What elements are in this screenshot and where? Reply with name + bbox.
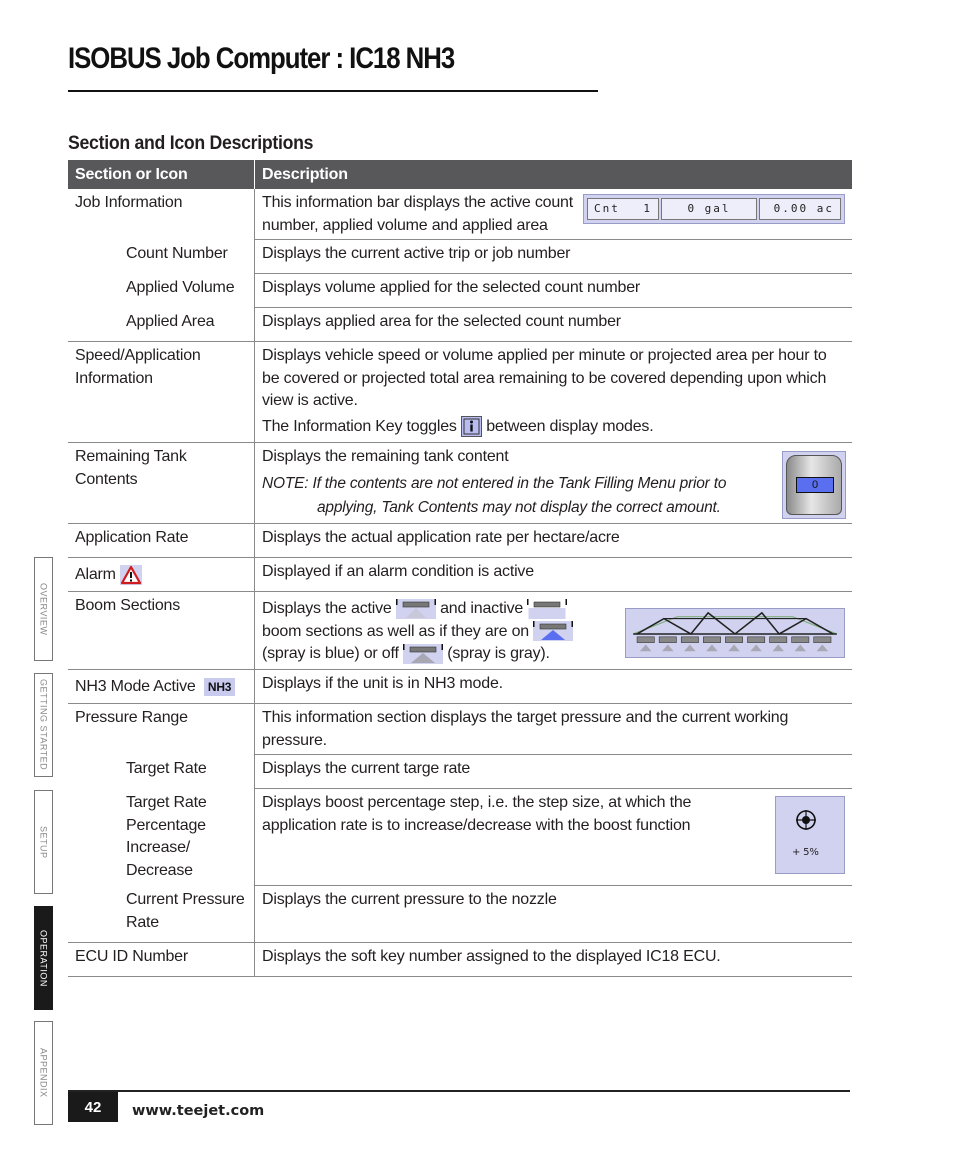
row-label: Target Rate Percentage Increase/ Decrease bbox=[68, 789, 255, 886]
side-tab-overview[interactable]: OVERVIEW bbox=[34, 557, 53, 661]
active-boom-section-icon bbox=[396, 599, 436, 619]
nh3-mode-icon: NH3 bbox=[204, 678, 235, 696]
table-row bbox=[68, 670, 852, 704]
table-row bbox=[68, 789, 852, 886]
row-desc: Displays the current targe rate bbox=[262, 760, 471, 777]
boom-section-on-icon bbox=[533, 621, 573, 641]
row-label: Speed/Application Information bbox=[68, 342, 255, 442]
row-label: Alarm bbox=[68, 558, 255, 591]
website-link[interactable]: www.teejet.com bbox=[132, 1103, 265, 1119]
row-label: Count Number bbox=[68, 240, 255, 274]
boost-target-icon bbox=[795, 809, 817, 831]
boom-icon bbox=[625, 608, 845, 658]
row-desc: Displayed if an alarm condition is active bbox=[262, 563, 534, 580]
side-tab-setup[interactable]: SETUP bbox=[34, 790, 53, 894]
row-desc: Displays if the unit is in NH3 mode. bbox=[262, 675, 503, 692]
row-label: Application Rate bbox=[68, 524, 255, 557]
row-label: Current Pressure Rate bbox=[68, 886, 255, 942]
row-desc: Displays the soft key number assigned to the displayed IC18 ECU. bbox=[262, 948, 721, 965]
boost-percentage-icon: + 5% bbox=[775, 796, 845, 874]
table-row bbox=[68, 704, 852, 755]
row-desc: Displays vehicle speed or volume applied per minute or projected area per hour to be covered or projected total area remaining to be covered depending upon which view is active. The Information Key toggles between display modes. bbox=[255, 342, 852, 442]
row-label: NH3 Mode Active NH3 bbox=[68, 670, 255, 703]
table-row bbox=[68, 943, 852, 977]
row-desc: Displays boost percentage step, i.e. the step size, at which the application rate is to increase/decrease with the boost function + 5% bbox=[255, 789, 852, 886]
inactive-boom-section-icon bbox=[527, 599, 567, 619]
table-row bbox=[68, 524, 852, 558]
footer-rule bbox=[68, 1090, 850, 1092]
row-label: Boom Sections bbox=[68, 592, 255, 669]
page-title: ISOBUS Job Computer : IC18 NH3 bbox=[68, 42, 455, 75]
tank-icon: 0 bbox=[782, 451, 846, 519]
row-label: Pressure Range bbox=[68, 704, 255, 755]
table-row bbox=[68, 342, 852, 443]
title-rule bbox=[68, 90, 598, 92]
side-tab-getting-started[interactable]: GETTING STARTED bbox=[34, 673, 53, 777]
row-desc: Displays the remaining tank content NOTE: If the contents are not entered in the Tank Filling Menu prior to applying, Tank Contents may not display the correct amount. 0 bbox=[255, 443, 852, 523]
table-row bbox=[68, 240, 852, 274]
table-row bbox=[68, 189, 852, 240]
row-desc: Displays applied area for the selected count number bbox=[262, 313, 621, 330]
page-number: 42 bbox=[68, 1092, 118, 1122]
descriptions-table bbox=[68, 160, 852, 977]
row-label: Job Information bbox=[68, 189, 255, 240]
table-row bbox=[68, 308, 852, 342]
information-key-icon bbox=[461, 416, 482, 437]
row-desc: Displays the active and inactive boom sections as well as if they are on (spray is blue) or off (spray is gray). bbox=[255, 592, 852, 669]
row-desc: Displays the current pressure to the nozzle bbox=[262, 891, 557, 908]
row-desc: Displays the actual application rate per hectare/acre bbox=[262, 529, 620, 546]
row-desc: This information section displays the target pressure and the current working pressure. bbox=[262, 709, 789, 749]
row-desc: Displays the current active trip or job number bbox=[262, 245, 571, 262]
table-header bbox=[68, 160, 852, 189]
table-row bbox=[68, 886, 852, 943]
table-row bbox=[68, 558, 852, 592]
side-tab-appendix[interactable]: APPENDIX bbox=[34, 1021, 53, 1125]
alarm-warning-icon bbox=[120, 565, 142, 585]
table-row bbox=[68, 274, 852, 308]
row-desc: Displays volume applied for the selected count number bbox=[262, 279, 641, 296]
side-tab-operation[interactable]: OPERATION bbox=[34, 906, 53, 1010]
header-description: Description bbox=[262, 166, 348, 183]
table-row bbox=[68, 755, 852, 789]
boom-section-off-icon bbox=[403, 644, 443, 664]
row-label: Target Rate bbox=[68, 755, 255, 789]
row-desc: This information bar displays the active count number, applied volume and applied area Cnt 1 0 gal 0.00 ac bbox=[255, 189, 852, 240]
section-heading: Section and Icon Descriptions bbox=[68, 133, 314, 154]
info-bar-icon: Cnt 1 0 gal 0.00 ac bbox=[583, 194, 845, 224]
row-label: Applied Volume bbox=[68, 274, 255, 308]
row-label: Applied Area bbox=[68, 308, 255, 341]
row-label: ECU ID Number bbox=[68, 943, 255, 976]
table-row bbox=[68, 443, 852, 524]
row-label: Remaining Tank Contents bbox=[68, 443, 255, 523]
table-row bbox=[68, 592, 852, 670]
header-section-or-icon: Section or Icon bbox=[68, 160, 255, 189]
